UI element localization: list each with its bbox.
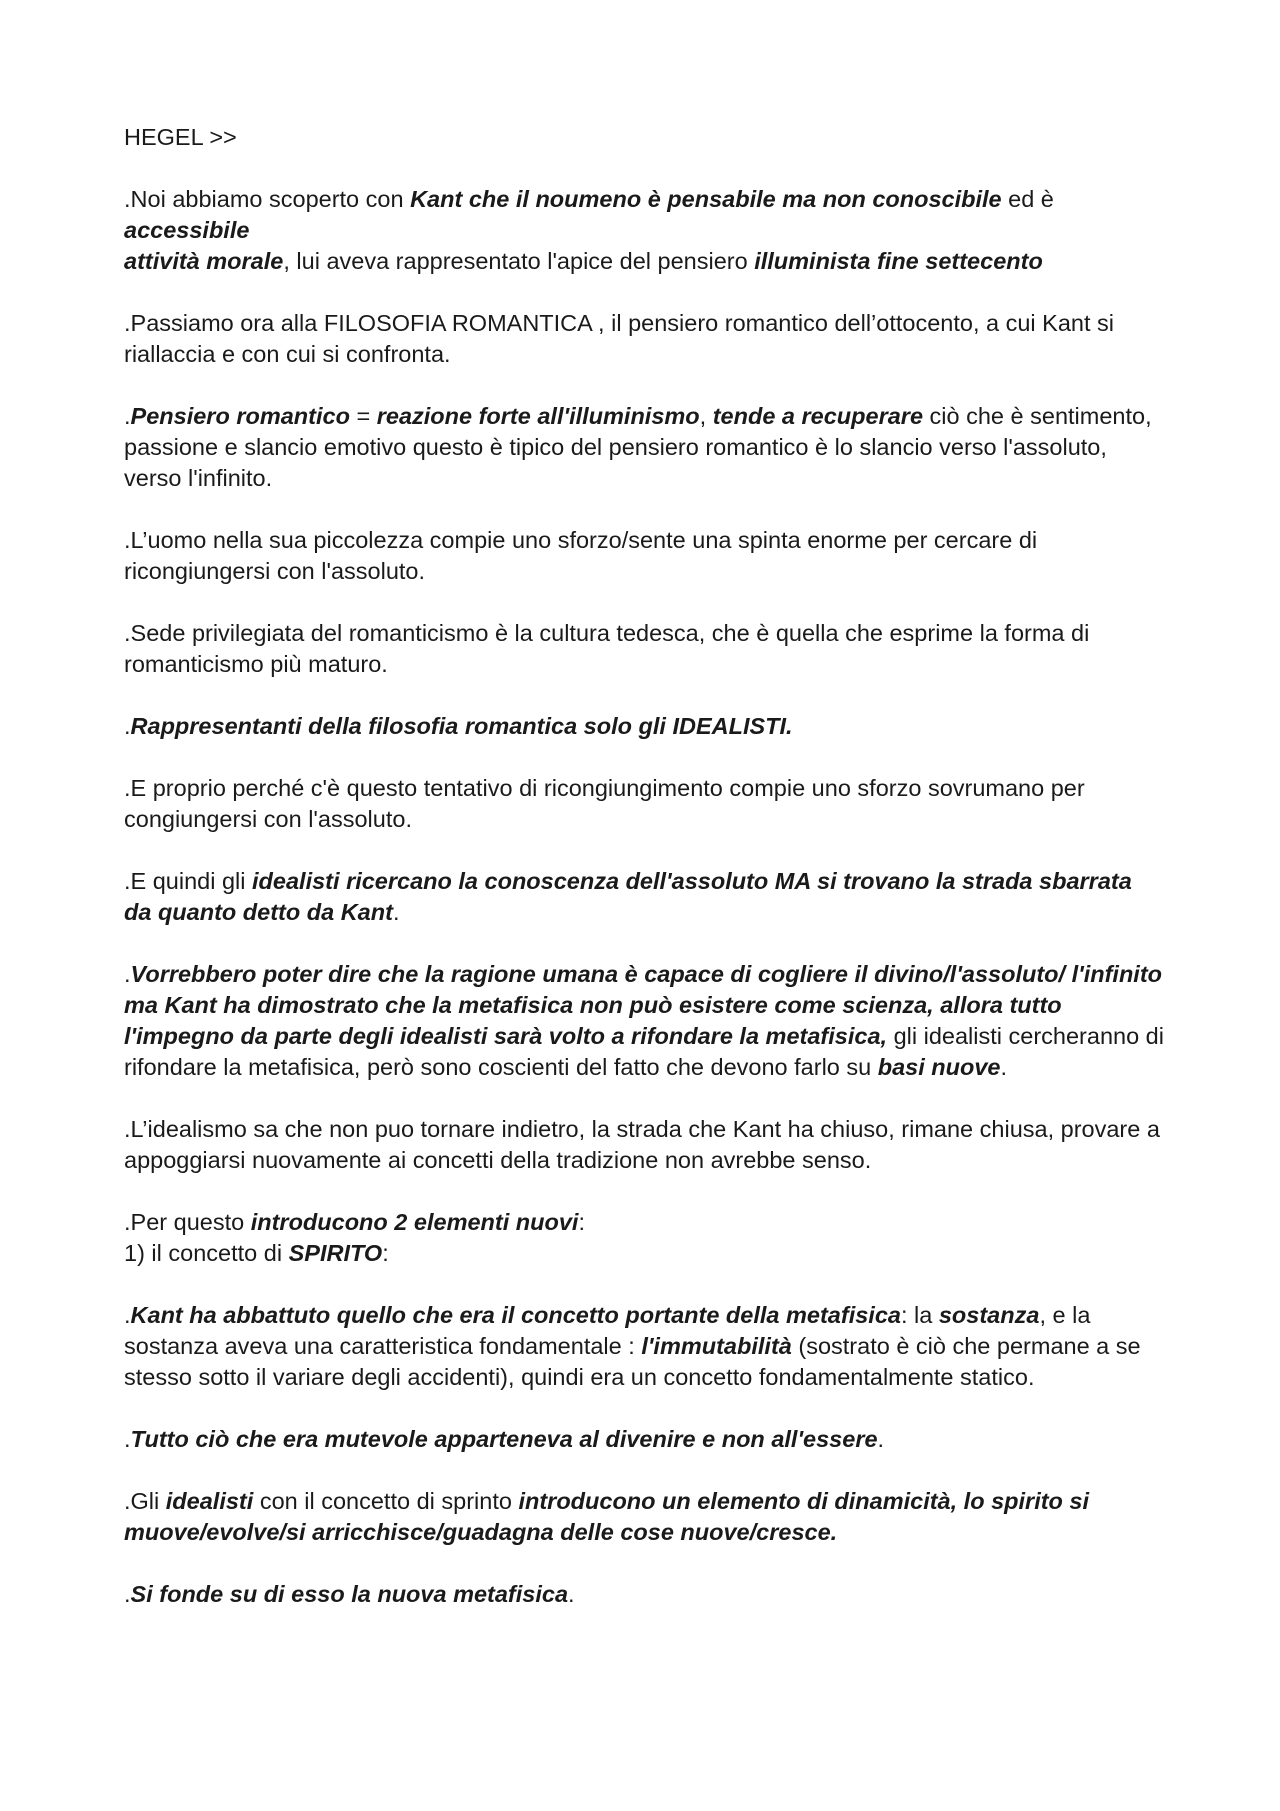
body-text: = <box>349 403 377 429</box>
paragraph <box>124 1486 1164 1548</box>
body-text: .Sede privilegiata del romanticismo è la cultura tedesca, che è quella che esprime la forma di romanticismo più maturo. <box>124 620 1090 677</box>
emphasis-text: idealisti ricercano la conoscenza dell'assoluto MA si trovano la strada sbarrata da quanto detto da Kant <box>124 868 1132 925</box>
document-heading: HEGEL >> <box>124 124 237 150</box>
body-text: .E quindi gli <box>124 868 253 894</box>
body-text: .L’idealismo sa che non puo tornare indietro, la strada che Kant ha chiuso, rimane chiusa, provare a appoggiarsi nuovamente ai concetti della tradizione non avrebbe senso. <box>124 1116 1160 1173</box>
paragraph <box>124 773 1164 835</box>
paragraph <box>124 866 1164 928</box>
emphasis-text: basi nuove <box>877 1054 1001 1080</box>
paragraph <box>124 401 1164 494</box>
emphasis-text: introducono un elemento di dinamicità, lo spirito si muove/evolve/si arricchisce/guadagna delle cose nuove/cresce. <box>124 1488 1090 1545</box>
body-text: . <box>877 1426 885 1452</box>
emphasis-text: Kant ha abbattuto quello che era il concetto portante della metafisica <box>130 1302 901 1328</box>
paragraph <box>124 959 1164 1083</box>
emphasis-text: SPIRITO <box>288 1240 383 1266</box>
paragraph <box>124 618 1164 680</box>
emphasis-text: accessibile <box>124 217 250 243</box>
paragraph <box>124 525 1164 587</box>
body-text: : la <box>900 1302 939 1328</box>
body-text: .Gli <box>124 1488 166 1514</box>
emphasis-text: Kant che il noumeno è pensabile ma non conoscibile <box>410 186 1002 212</box>
emphasis-text: reazione forte all'illuminismo <box>376 403 700 429</box>
body-text: . <box>124 713 131 739</box>
paragraph <box>124 184 1164 277</box>
body-text: . <box>124 961 131 987</box>
body-text: . <box>124 1302 131 1328</box>
body-text: , e la sostanza aveva una caratteristica fondamentale : <box>124 1302 1091 1359</box>
paragraph <box>124 1579 1164 1610</box>
paragraph <box>124 1300 1164 1393</box>
body-text: , <box>699 403 713 429</box>
paragraph <box>124 711 1164 742</box>
emphasis-text: l'immutabilità <box>641 1333 792 1359</box>
paragraph <box>124 1424 1164 1455</box>
body-text: (sostrato è ciò che permane a se stesso sotto il variare degli accidenti), quindi era un concetto fondamentalmente statico. <box>124 1333 1141 1390</box>
body-text: .Passiamo ora alla FILOSOFIA ROMANTICA , il pensiero romantico dell’ottocento, a cui Kant si riallaccia e con cui si confronta. <box>124 310 1115 367</box>
paragraph-list <box>124 184 1164 1610</box>
body-text: . <box>124 1426 131 1452</box>
body-text: ed è <box>1001 186 1054 212</box>
body-text: .E proprio perché c'è questo tentativo di ricongiungimento compie uno sforzo sovrumano per congiungersi con l'assoluto. <box>124 775 1085 832</box>
paragraph <box>124 1114 1164 1176</box>
body-text: , lui aveva rappresentato l'apice del pensiero <box>283 248 755 274</box>
body-text: con il concetto di sprinto <box>253 1488 519 1514</box>
emphasis-text: introducono 2 elementi nuovi <box>250 1209 579 1235</box>
body-text: 1) il concetto di <box>124 1240 289 1266</box>
document-body <box>124 122 1164 1641</box>
emphasis-text: sostanza <box>938 1302 1040 1328</box>
body-text: .Per questo <box>124 1209 251 1235</box>
body-text: ciò che è sentimento, passione e slancio emotivo questo è tipico del pensiero romantico è lo slancio verso l'assoluto, verso l'infinito. <box>124 403 1152 491</box>
emphasis-text: Vorrebbero poter dire che la ragione umana è capace di cogliere il divino/l'assoluto/ l'infinito ma Kant ha dimostrato che la metafisica non può esistere come scienza, allora tutto l'impegno da parte degli idealisti sarà volto a rifondare la metafisica, <box>124 961 1163 1049</box>
emphasis-text: tende a recuperare <box>712 403 924 429</box>
body-text: . <box>124 1581 131 1607</box>
body-text: gli idealisti cercheranno di rifondare la metafisica, però sono coscienti del fatto che devono farlo su <box>124 1023 1164 1080</box>
body-text: . <box>1000 1054 1008 1080</box>
body-text: . <box>124 403 131 429</box>
emphasis-text: Pensiero romantico <box>130 403 350 429</box>
body-text: .Noi abbiamo scoperto con <box>124 186 411 212</box>
body-text: . <box>568 1581 575 1607</box>
body-text: : <box>578 1209 585 1235</box>
emphasis-text: Si fonde su di esso la nuova metafisica <box>130 1581 569 1607</box>
paragraph <box>124 1238 1164 1269</box>
emphasis-text: Rappresentanti della filosofia romantica solo gli IDEALISTI. <box>130 713 793 739</box>
body-text: . <box>392 899 400 925</box>
paragraph <box>124 308 1164 370</box>
body-text: .L’uomo nella sua piccolezza compie uno sforzo/sente una spinta enorme per cercare di ricongiungersi con l'assoluto. <box>124 527 1038 584</box>
emphasis-text: idealisti <box>165 1488 254 1514</box>
paragraph <box>124 1207 1164 1238</box>
emphasis-text: illuminista fine settecento <box>754 248 1043 274</box>
emphasis-text: Tutto ciò che era mutevole apparteneva al divenire e non all'essere <box>130 1426 878 1452</box>
emphasis-text: attività morale <box>124 248 284 274</box>
body-text: : <box>382 1240 389 1266</box>
